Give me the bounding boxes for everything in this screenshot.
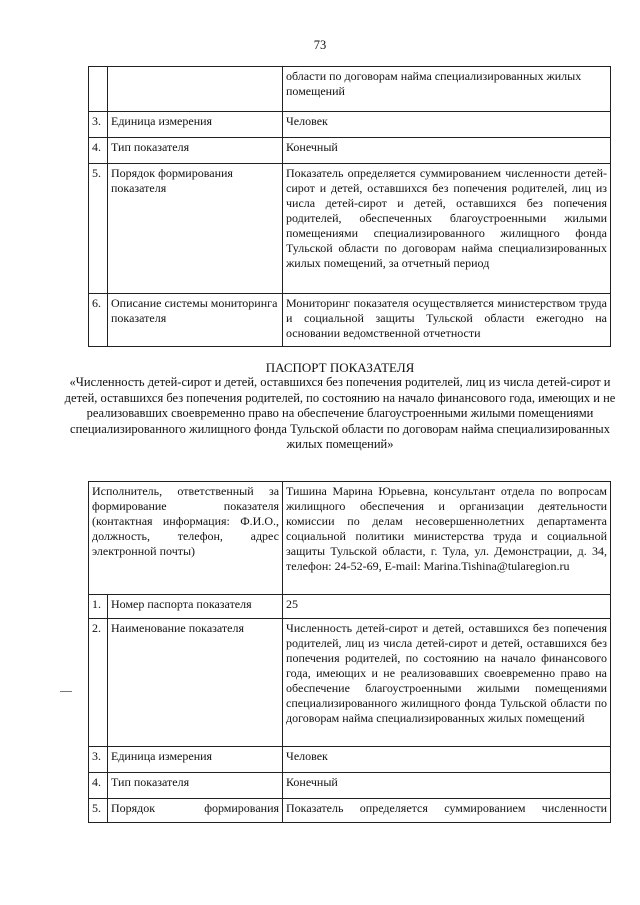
row-label: Тип показателя (108, 138, 283, 164)
row-value: 25 (283, 595, 611, 619)
row-label: Единица измерения (108, 112, 283, 138)
table-row (89, 138, 611, 164)
table-row (89, 294, 611, 347)
row-label: Описание системы мониторинга показателя (108, 294, 283, 347)
row-value: Показатель определяется суммированием численности (283, 799, 611, 823)
passport-title (60, 360, 620, 452)
row-number: 5. (89, 799, 108, 823)
row-number: 1. (89, 595, 108, 619)
row-number: 2. (89, 619, 108, 747)
row-number: 3. (89, 112, 108, 138)
row-value: Конечный (283, 773, 611, 799)
row-value: Человек (283, 747, 611, 773)
row-label: Порядок формирования (108, 799, 283, 823)
row-value: Мониторинг показателя осуществляется министерством труда и социальной защиты Тульской области ежегодно на основании ведомственной отчетности (283, 294, 611, 347)
passport-subtitle: «Численность детей-сирот и детей, оставшихся без попечения родителей, лиц из числа детей-сирот и детей, оставшихся без попечения родителей, по состоянию на начало финансового года, имеющих и не реализовавших своевременно право на обеспечение благоустроенными жилыми помещениями специализированного жилищного фонда Тульской области по договорам найма специализированных жилых помещений» (64, 375, 616, 452)
page-number: 73 (313, 38, 327, 52)
table-row (89, 112, 611, 138)
row-label: Порядок формирования показателя (108, 164, 283, 294)
responsible-value: Тишина Марина Юрьевна, консультант отдела по вопросам жилищного обеспечения и организации деятельности комиссии по делам несовершеннолетних департамента социальной политики министерства труда и социальной защиты Тульской области, г. Тула, ул. Демонстрации, д. 34, телефон: 24-52-69, E-mail: Marina.Tishina@tularegion.ru (283, 482, 611, 595)
row-label: Наименование показателя (108, 619, 283, 747)
table-row (89, 799, 611, 823)
passport-heading: ПАСПОРТ ПОКАЗАТЕЛЯ (265, 360, 415, 375)
row-number: 4. (89, 773, 108, 799)
row-number: 3. (89, 747, 108, 773)
row-value: Конечный (283, 138, 611, 164)
table-row (89, 67, 611, 112)
table-row (89, 619, 611, 747)
row-value: Численность детей-сирот и детей, оставшихся без попечения родителей, лиц из числа детей-сирот и детей, оставшихся без попечения родителей, по состоянию на начало финансового года, имеющих и не реализовавших своевременно право на обеспечение благоустроенными жилыми помещениями специализированного жилищного фонда Тульской области по договорам найма специализированных жилых помещений (283, 619, 611, 747)
row-label: Единица измерения (108, 747, 283, 773)
row-number (89, 67, 108, 112)
table-row (89, 747, 611, 773)
indicator-passport-table (88, 481, 611, 823)
row-value: Показатель определяется суммированием численности детей-сирот и детей, оставшихся без попечения родителей, лиц из числа детей-сирот и детей, оставшихся без попечения родителей, обеспеченных благоустроенными жилыми помещениями специализированного жилищного фонда Тульской области по договорам найма специализированных жилых помещений, за отчетный период (283, 164, 611, 294)
responsible-label: Исполнитель, ответственный за формирование показателя (контактная информация: Ф.И.О., должность, телефон, адрес электронной почты) (89, 482, 283, 595)
row-number: 5. (89, 164, 108, 294)
table-row (89, 595, 611, 619)
indicator-table-continued (88, 66, 611, 347)
row-number: 6. (89, 294, 108, 347)
row-label (108, 67, 283, 112)
row-label: Номер паспорта показателя (108, 595, 283, 619)
margin-mark (60, 691, 72, 692)
row-value: Человек (283, 112, 611, 138)
table-row (89, 164, 611, 294)
row-number: 4. (89, 138, 108, 164)
row-value: области по договорам найма специализированных жилых помещений (283, 67, 611, 112)
table-row (89, 482, 611, 595)
row-label: Тип показателя (108, 773, 283, 799)
table-row (89, 773, 611, 799)
